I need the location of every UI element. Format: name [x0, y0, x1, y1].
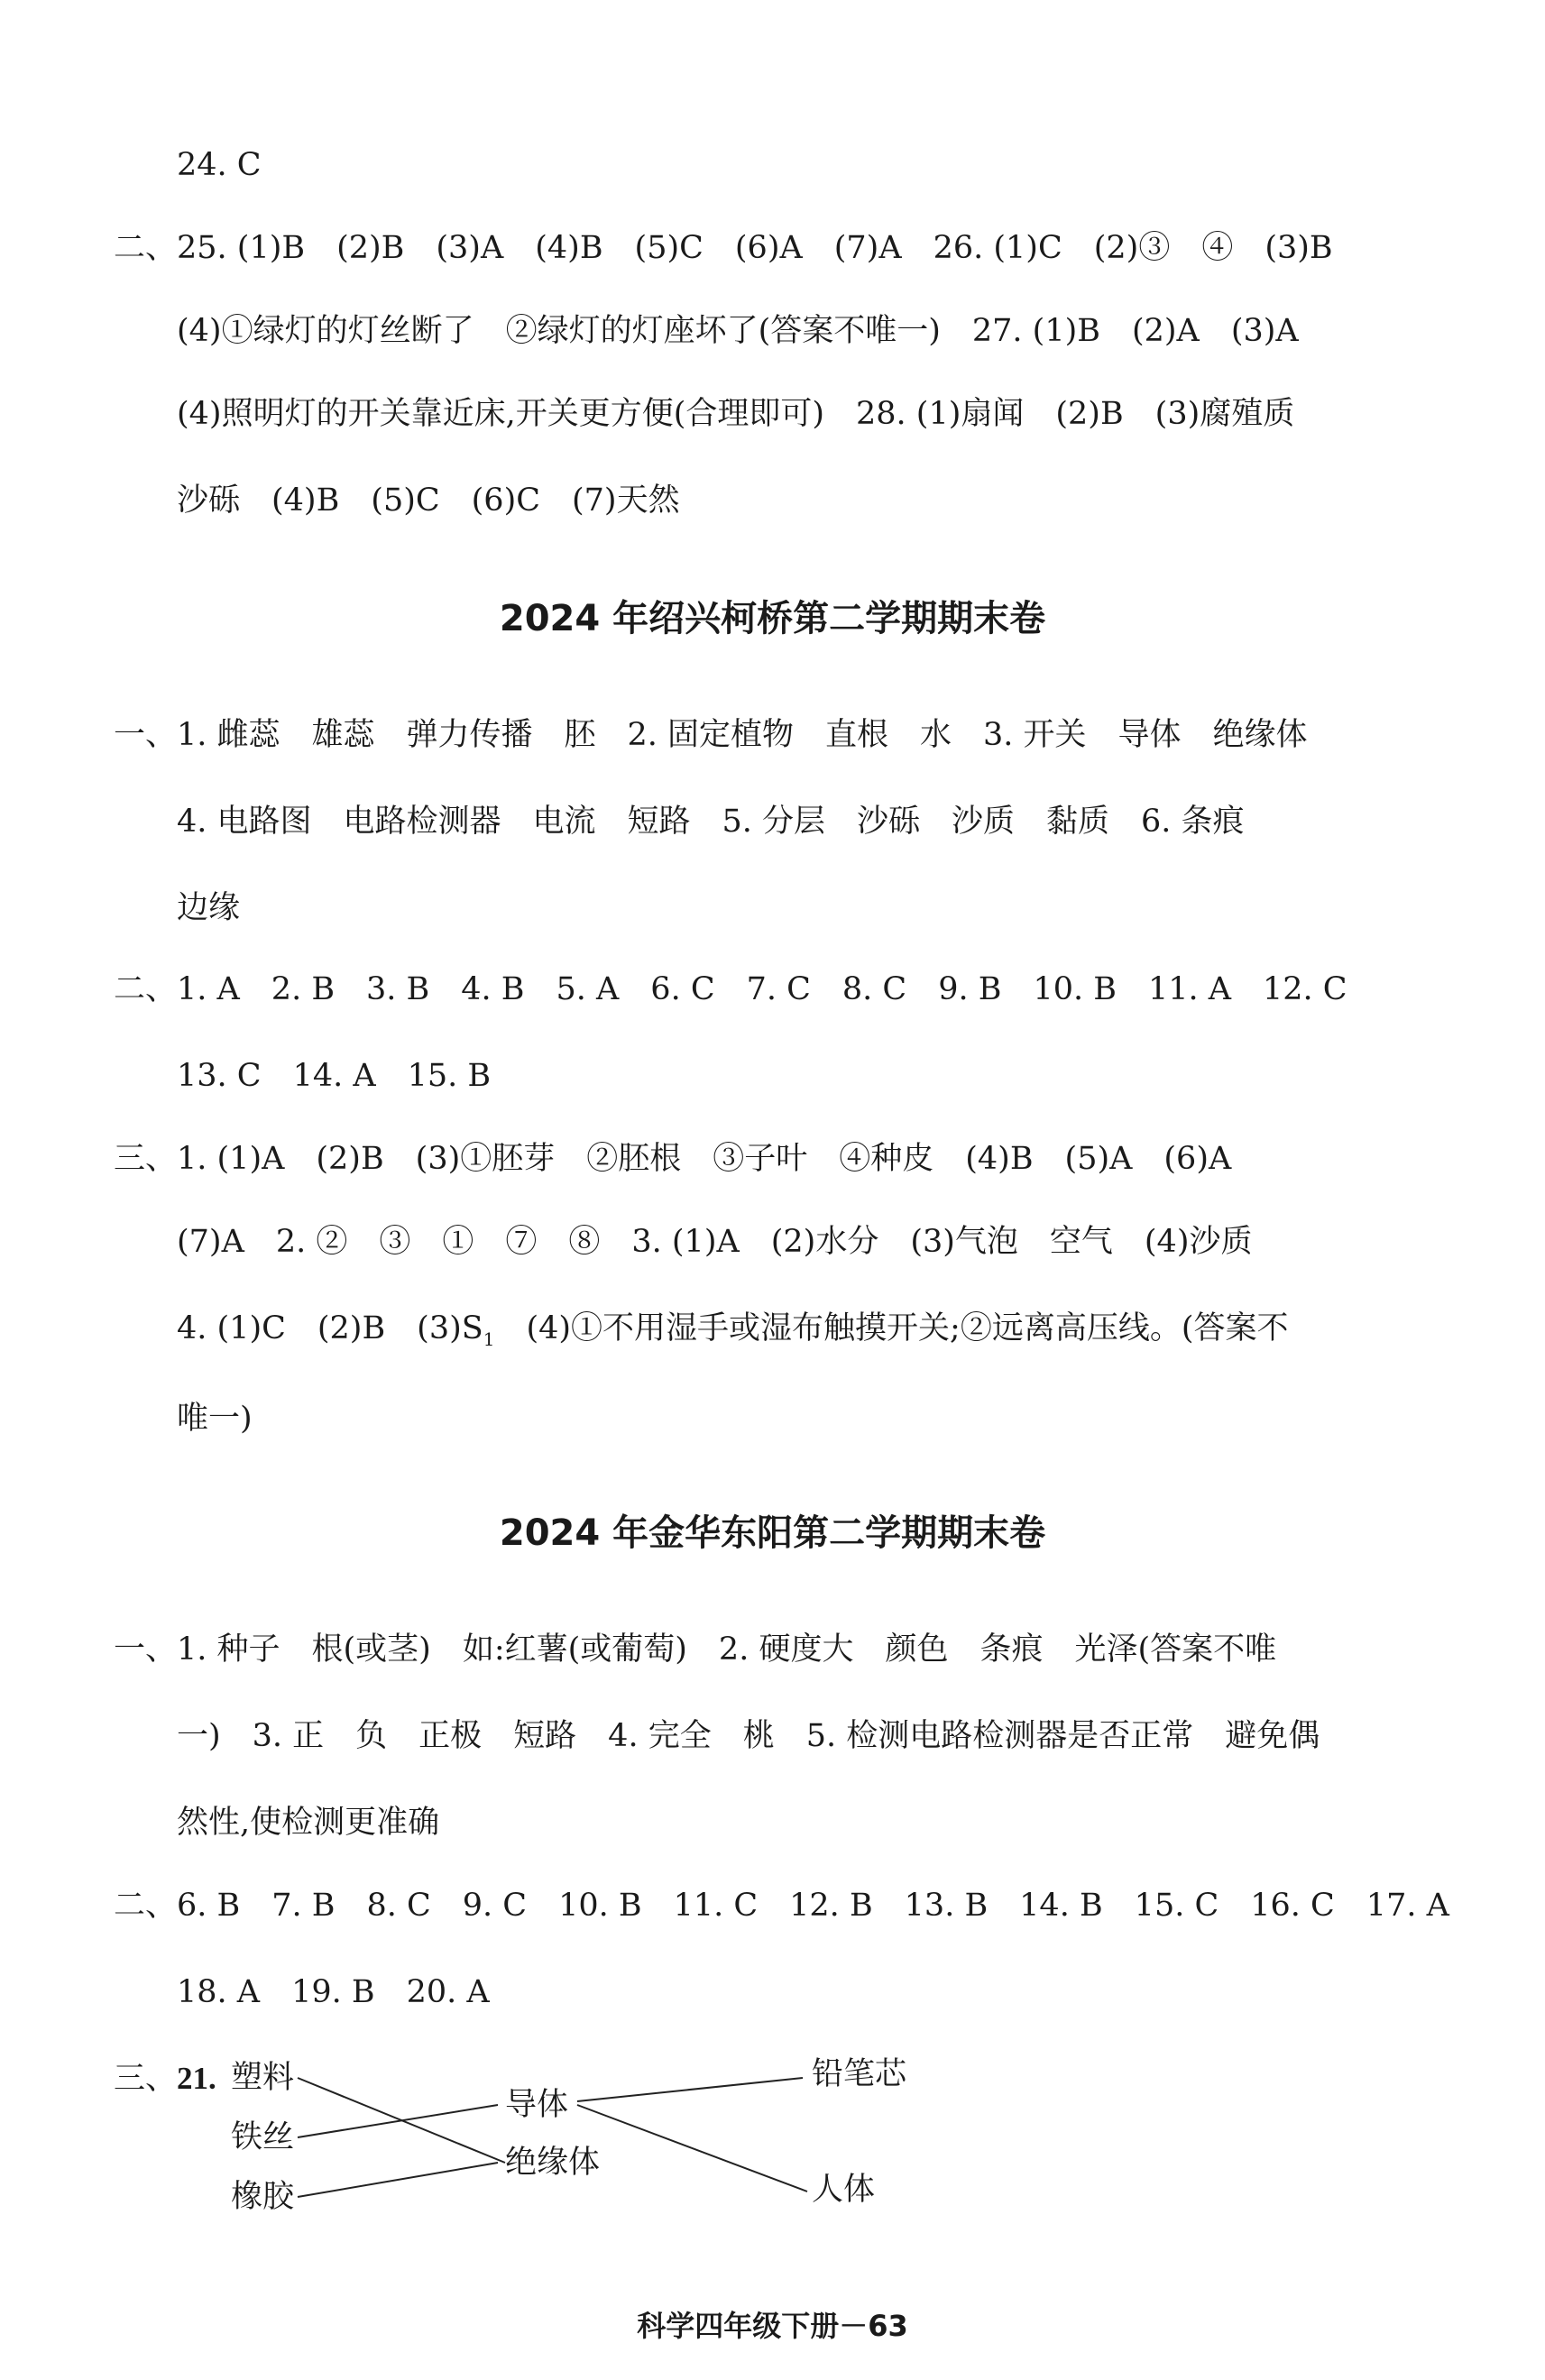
- answer-text: 6. B 7. B 8. C 9. C 10. B 11. C 12. B 13. B 14. B 15. C 16. C 17. A: [177, 1888, 1449, 1924]
- section-prefix: 二、: [114, 230, 178, 266]
- answer-text: 然性,使检测更准确: [177, 1805, 440, 1841]
- section-prefix: 二、: [114, 971, 178, 1007]
- answer-text: 4. (1)C (2)B (3)S: [177, 1310, 483, 1346]
- match-line: [298, 2163, 498, 2197]
- question-number: 21.: [177, 2061, 216, 2096]
- answer-text: 13. C 14. A 15. B: [177, 1058, 492, 1094]
- match-line: [298, 2105, 498, 2137]
- answer-text: 一) 3. 正 负 正极 短路 4. 完全 桃 5. 检测电路检测器是否正常 避免偶: [177, 1718, 1320, 1754]
- match-mid-item: 导体: [505, 2087, 569, 2123]
- answer-text: (7)A 2. ② ③ ① ⑦ ⑧ 3. (1)A (2)水分 (3)气泡 空气 (4)沙质: [177, 1224, 1253, 1260]
- page-footer: 科学四年级下册－63: [637, 2309, 908, 2343]
- answer-text: (4)照明灯的开关靠近床,开关更方便(合理即可) 28. (1)扇闻 (2)B (3)腐殖质: [177, 396, 1295, 432]
- answer-text: 24. C: [177, 147, 262, 183]
- match-line: [577, 2078, 803, 2101]
- answer-text: 25. (1)B (2)B (3)A (4)B (5)C (6)A (7)A 26. (1)C (2)③ ④ (3)B: [177, 230, 1333, 266]
- answer-text: 唯一): [177, 1401, 253, 1437]
- answer-text: 1. A 2. B 3. B 4. B 5. A 6. C 7. C 8. C 9. B 10. B 11. A 12. C: [177, 971, 1347, 1007]
- exam-title: 2024 年绍兴柯桥第二学期期末卷: [499, 598, 1046, 639]
- match-right-item: 人体: [812, 2172, 876, 2208]
- answer-text: 1. 雌蕊 雄蕊 弹力传播 胚 2. 固定植物 直根 水 3. 开关 导体 绝缘体: [177, 717, 1308, 753]
- answer-text: 1. 种子 根(或茎) 如:红薯(或葡萄) 2. 硬度大 颜色 条痕 光泽(答案不唯: [177, 1631, 1277, 1668]
- match-mid-item: 绝缘体: [505, 2145, 601, 2181]
- match-left-item: 铁丝: [231, 2119, 295, 2155]
- answer-text: 1. (1)A (2)B (3)①胚芽 ②胚根 ③子叶 ④种皮 (4)B (5)A (6)A: [177, 1141, 1232, 1177]
- match-left-item: 塑料: [231, 2060, 295, 2096]
- answer-text: 沙砾 (4)B (5)C (6)C (7)天然: [177, 482, 680, 519]
- answer-text: 18. A 19. B 20. A: [177, 1974, 490, 2010]
- exam-title: 2024 年金华东阳第二学期期末卷: [499, 1512, 1046, 1554]
- answer-text: 边缘: [177, 890, 241, 926]
- answer-text: 4. 电路图 电路检测器 电流 短路 5. 分层 沙砾 沙质 黏质 6. 条痕: [177, 804, 1245, 840]
- match-left-item: 橡胶: [231, 2179, 295, 2215]
- answer-text: (4)①不用湿手或湿布触摸开关;②远离高压线。(答案不: [494, 1310, 1289, 1346]
- section-prefix: 三、: [114, 2061, 178, 2097]
- section-prefix: 二、: [114, 1888, 178, 1924]
- subscript: 1: [483, 1328, 495, 1350]
- match-right-item: 铅笔芯: [812, 2056, 907, 2092]
- answer-text: (4)①绿灯的灯丝断了 ②绿灯的灯座坏了(答案不唯一) 27. (1)B (2)A (3)A: [177, 313, 1299, 349]
- match-line: [577, 2105, 807, 2192]
- section-prefix: 三、: [114, 1141, 178, 1177]
- section-prefix: 一、: [114, 1631, 178, 1668]
- section-prefix: 一、: [114, 717, 178, 753]
